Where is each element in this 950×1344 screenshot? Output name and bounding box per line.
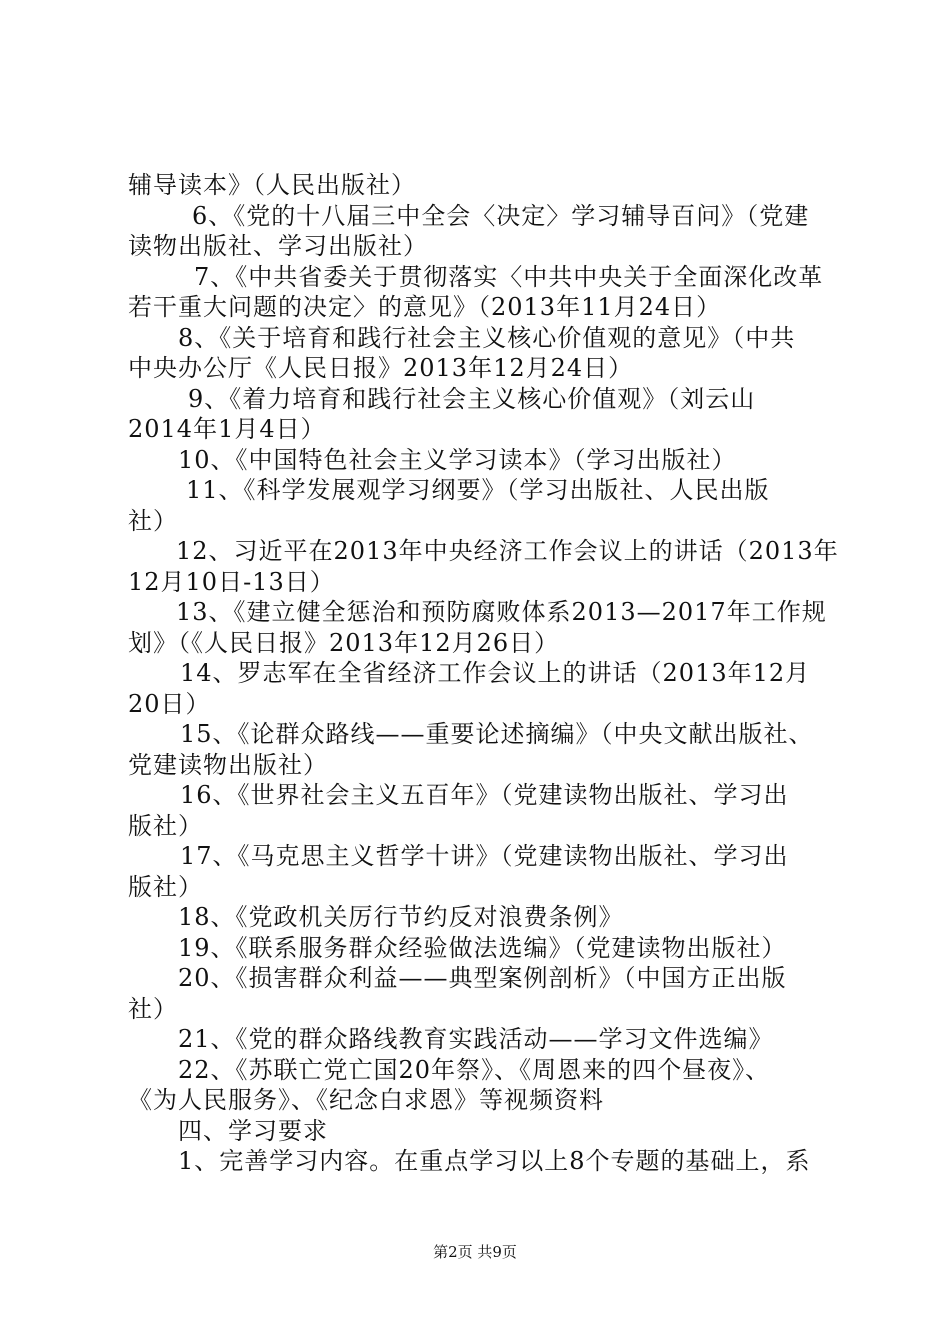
text-line: 《为人民服务》、《纪念白求恩》等视频资料 bbox=[128, 1086, 604, 1114]
text-line: 划》（《人民日报》2013年12月26日） bbox=[128, 628, 560, 657]
page-number-footer: 第2页 共9页 bbox=[433, 1243, 517, 1261]
text-line: 16、《世界社会主义五百年》（党建读物出版社、学习出 bbox=[180, 781, 789, 809]
text-line: 14、罗志军在全省经济工作会议上的讲话（2013年12月 bbox=[180, 659, 811, 687]
text-line: 2014年1月4日） bbox=[128, 415, 326, 443]
text-line: 20日） bbox=[128, 689, 211, 718]
text-line: 12月10日-13日） bbox=[128, 567, 335, 596]
text-line: 社） bbox=[128, 994, 178, 1023]
text-line: 9、《着力培育和践行社会主义核心价值观》（刘云山 bbox=[188, 384, 756, 413]
text-line: 11、《科学发展观学习纲要》（学习出版社、人民出版 bbox=[186, 476, 770, 504]
text-line: 1、完善学习内容。在重点学习以上8个专题的基础上，系 bbox=[178, 1147, 811, 1175]
text-line: 版社） bbox=[128, 872, 203, 901]
text-line: 22、《苏联亡党亡国20年祭》、《周恩来的四个昼夜》、 bbox=[178, 1055, 771, 1084]
text-line: 若干重大问题的决定〉的意见》（2013年11月24日） bbox=[128, 293, 722, 321]
text-line: 10、《中国特色社会主义学习读本》（学习出版社） bbox=[178, 445, 737, 474]
text-line: 20、《损害群众利益——典型案例剖析》（中国方正出版 bbox=[178, 964, 787, 992]
text-line: 辅导读本》（人民出版社） bbox=[128, 171, 416, 199]
text-line: 社） bbox=[128, 506, 178, 535]
text-line: 8、《关于培育和践行社会主义核心价值观的意见》（中共 bbox=[178, 323, 796, 352]
text-line: 读物出版社、学习出版社） bbox=[128, 232, 428, 260]
section-heading: 四、学习要求 bbox=[178, 1116, 328, 1145]
document-body bbox=[128, 170, 848, 1177]
text-line: 18、《党政机关厉行节约反对浪费条例》 bbox=[178, 903, 624, 931]
text-line: 19、《联系服务群众经验做法选编》（党建读物出版社） bbox=[178, 933, 787, 962]
text-line: 党建读物出版社） bbox=[128, 750, 328, 779]
text-line: 7、《中共省委关于贯彻落实〈中共中央关于全面深化改革 bbox=[194, 262, 824, 291]
text-line: 版社） bbox=[128, 811, 203, 840]
text-line: 中央办公厅《人民日报》2013年12月24日） bbox=[128, 354, 634, 382]
text-line: 15、《论群众路线——重要论述摘编》（中央文献出版社、 bbox=[180, 720, 814, 748]
text-line: 6、《党的十八届三中全会〈决定〉学习辅导百问》（党建 bbox=[192, 201, 810, 230]
text-line: 12、习近平在2013年中央经济工作会议上的讲话（2013年 bbox=[176, 537, 839, 565]
text-line: 17、《马克思主义哲学十讲》（党建读物出版社、学习出 bbox=[180, 842, 789, 870]
text-line: 13、《建立健全惩治和预防腐败体系2013—2017年工作规 bbox=[176, 598, 827, 626]
text-line: 21、《党的群众路线教育实践活动——学习文件选编》 bbox=[178, 1025, 774, 1053]
